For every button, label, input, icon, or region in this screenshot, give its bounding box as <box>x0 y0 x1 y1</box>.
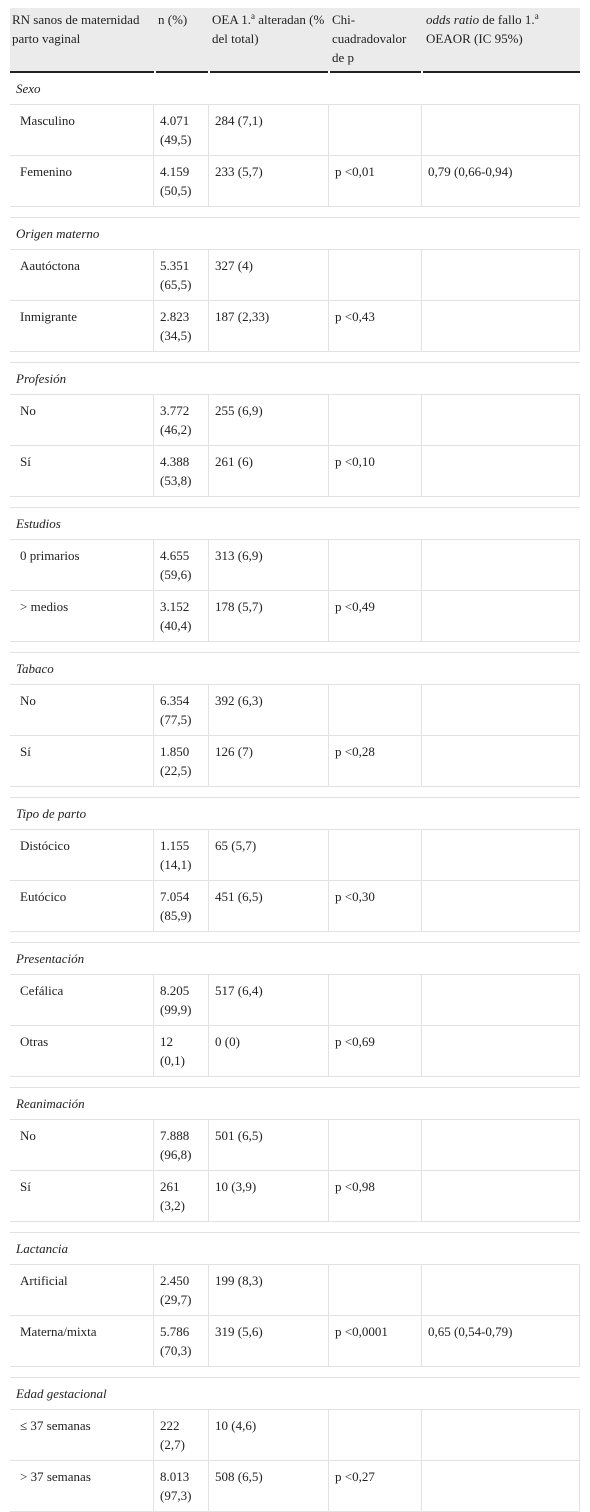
p-value-cell: p <0,10 <box>329 446 422 496</box>
n-value: 5.786 <box>160 1324 190 1339</box>
table-row <box>10 301 580 352</box>
row-label: Femenino <box>10 156 154 206</box>
odds-ratio-cell: 0,79 (0,66-0,94) <box>422 156 580 206</box>
row-label: ≤ 37 semanas <box>10 1410 154 1460</box>
p-value-cell: p <0,01 <box>329 156 422 206</box>
p-value-cell <box>329 830 422 880</box>
category-heading: Reanimación <box>10 1088 580 1120</box>
p-value-cell: p <0,98 <box>329 1171 422 1221</box>
odds-ratio-cell <box>422 881 580 931</box>
oea-cell: 187 (2,33) <box>209 301 329 351</box>
row-label: 0 primarios <box>10 540 154 590</box>
row-label: Sí <box>10 1171 154 1221</box>
odds-ratio-cell <box>422 736 580 786</box>
p-value-cell <box>329 1265 422 1315</box>
n-percent-cell <box>154 736 209 786</box>
row-label: No <box>10 395 154 445</box>
n-percent-cell <box>154 301 209 351</box>
n-percent-cell <box>154 540 209 590</box>
n-percent-cell <box>154 1026 209 1076</box>
odds-ratio-cell <box>422 105 580 155</box>
n-value: 7.888 <box>160 1128 190 1143</box>
odds-ratio-cell <box>422 395 580 445</box>
n-value: 2.823 <box>160 309 190 324</box>
odds-ratio-cell <box>422 975 580 1025</box>
n-value: 3.152 <box>160 599 190 614</box>
category-heading: Lactancia <box>10 1233 580 1265</box>
percent-value: (59,6) <box>160 567 192 582</box>
row-label: No <box>10 685 154 735</box>
n-percent-cell <box>154 250 209 300</box>
n-percent-cell <box>154 1171 209 1221</box>
percent-value: (77,5) <box>160 712 192 727</box>
n-value: 6.354 <box>160 693 190 708</box>
odds-ratio-cell <box>422 301 580 351</box>
p-value-cell <box>329 1410 422 1460</box>
row-label: Inmigrante <box>10 301 154 351</box>
oea-cell: 255 (6,9) <box>209 395 329 445</box>
oea-cell: 261 (6) <box>209 446 329 496</box>
n-value: 12 <box>160 1034 173 1049</box>
table-row <box>10 736 580 787</box>
n-percent-cell <box>154 1265 209 1315</box>
odds-ratio-cell <box>422 1461 580 1511</box>
row-label: Distócico <box>10 830 154 880</box>
oea-cell: 0 (0) <box>209 1026 329 1076</box>
n-percent-cell <box>154 1461 209 1511</box>
table-row <box>10 1120 580 1171</box>
percent-value: (3,2) <box>160 1198 185 1213</box>
p-value-cell <box>329 395 422 445</box>
group-separator <box>10 1222 580 1233</box>
p-value-cell: p <0,49 <box>329 591 422 641</box>
header-population: RN sanos de maternidad parto vaginal <box>12 12 140 46</box>
table-row <box>10 1316 580 1367</box>
table-row <box>10 1265 580 1316</box>
oea-cell: 233 (5,7) <box>209 156 329 206</box>
category-heading: Estudios <box>10 508 580 540</box>
n-value: 8.013 <box>160 1469 190 1484</box>
oea-cell: 65 (5,7) <box>209 830 329 880</box>
odds-ratio-cell <box>422 1120 580 1170</box>
table-body <box>10 73 580 1512</box>
oea-cell: 517 (6,4) <box>209 975 329 1025</box>
n-percent-cell <box>154 1410 209 1460</box>
percent-value: (99,9) <box>160 1002 192 1017</box>
percent-value: (29,7) <box>160 1292 192 1307</box>
header-n-percent: n (%) <box>158 12 188 27</box>
n-value: 3.772 <box>160 403 190 418</box>
n-percent-cell <box>154 830 209 880</box>
group-separator <box>10 642 580 653</box>
n-value: 4.388 <box>160 454 190 469</box>
percent-value: (34,5) <box>160 328 192 343</box>
n-percent-cell <box>154 156 209 206</box>
table-row <box>10 881 580 932</box>
category-heading: Edad gestacional <box>10 1378 580 1410</box>
n-value: 5.351 <box>160 258 190 273</box>
n-value: 222 <box>160 1418 180 1433</box>
p-value-cell: p <0,0001 <box>329 1316 422 1366</box>
group-separator <box>10 787 580 798</box>
category-heading: Tipo de parto <box>10 798 580 830</box>
table-row <box>10 105 580 156</box>
n-value: 261 <box>160 1179 180 1194</box>
p-value-cell: p <0,69 <box>329 1026 422 1076</box>
header-oea-altered: OEA 1.$^a$ alteradan (% del total) <box>212 11 325 46</box>
results-table <box>10 8 580 1512</box>
n-value: 1.850 <box>160 744 190 759</box>
header-odds-ratio: odds ratio de fallo 1.$^a$ OEAOR (IC 95%) <box>426 11 539 46</box>
percent-value: (65,5) <box>160 277 192 292</box>
table-row <box>10 446 580 497</box>
percent-value: (0,1) <box>160 1053 185 1068</box>
group-separator <box>10 932 580 943</box>
n-value: 1.155 <box>160 838 190 853</box>
group-separator <box>10 1077 580 1088</box>
p-value-cell: p <0,30 <box>329 881 422 931</box>
table-row <box>10 395 580 446</box>
odds-ratio-cell <box>422 591 580 641</box>
row-label: > medios <box>10 591 154 641</box>
group-separator <box>10 352 580 363</box>
n-percent-cell <box>154 685 209 735</box>
row-label: Sí <box>10 446 154 496</box>
p-value-cell <box>329 250 422 300</box>
oea-cell: 199 (8,3) <box>209 1265 329 1315</box>
table-row <box>10 1026 580 1077</box>
percent-value: (70,3) <box>160 1343 192 1358</box>
table-row <box>10 591 580 642</box>
category-heading: Sexo <box>10 73 580 105</box>
oea-cell: 319 (5,6) <box>209 1316 329 1366</box>
n-percent-cell <box>154 395 209 445</box>
oea-cell: 508 (6,5) <box>209 1461 329 1511</box>
category-heading: Origen materno <box>10 218 580 250</box>
odds-ratio-cell <box>422 250 580 300</box>
table-row <box>10 250 580 301</box>
oea-cell: 501 (6,5) <box>209 1120 329 1170</box>
p-value-cell: p <0,27 <box>329 1461 422 1511</box>
oea-cell: 327 (4) <box>209 250 329 300</box>
p-value-cell <box>329 105 422 155</box>
row-label: Artificial <box>10 1265 154 1315</box>
group-separator <box>10 497 580 508</box>
percent-value: (85,9) <box>160 908 192 923</box>
row-label: Materna/mixta <box>10 1316 154 1366</box>
oea-cell: 313 (6,9) <box>209 540 329 590</box>
oea-cell: 451 (6,5) <box>209 881 329 931</box>
n-percent-cell <box>154 975 209 1025</box>
oea-cell: 10 (3,9) <box>209 1171 329 1221</box>
n-percent-cell <box>154 1316 209 1366</box>
table-row <box>10 975 580 1026</box>
n-value: 7.054 <box>160 889 190 904</box>
percent-value: (22,5) <box>160 763 192 778</box>
table-row <box>10 540 580 591</box>
percent-value: (40,4) <box>160 618 192 633</box>
p-value-cell: p <0,43 <box>329 301 422 351</box>
n-percent-cell <box>154 446 209 496</box>
percent-value: (53,8) <box>160 473 192 488</box>
p-value-cell <box>329 685 422 735</box>
p-value-cell <box>329 975 422 1025</box>
p-value-cell: p <0,28 <box>329 736 422 786</box>
n-percent-cell <box>154 105 209 155</box>
n-value: 4.071 <box>160 113 190 128</box>
odds-ratio-cell <box>422 1410 580 1460</box>
odds-ratio-cell: 0,65 (0,54-0,79) <box>422 1316 580 1366</box>
odds-ratio-cell <box>422 1171 580 1221</box>
odds-ratio-cell <box>422 685 580 735</box>
category-heading: Profesión <box>10 363 580 395</box>
percent-value: (49,5) <box>160 132 192 147</box>
n-value: 2.450 <box>160 1273 190 1288</box>
odds-ratio-cell <box>422 540 580 590</box>
n-percent-cell <box>154 1120 209 1170</box>
n-value: 4.655 <box>160 548 190 563</box>
percent-value: (50,5) <box>160 183 192 198</box>
percent-value: (96,8) <box>160 1147 192 1162</box>
n-percent-cell <box>154 591 209 641</box>
p-value-cell <box>329 1120 422 1170</box>
row-label: Cefálica <box>10 975 154 1025</box>
n-value: 4.159 <box>160 164 190 179</box>
row-label: > 37 semanas <box>10 1461 154 1511</box>
table-row <box>10 156 580 207</box>
row-label: Sí <box>10 736 154 786</box>
group-separator <box>10 207 580 218</box>
row-label: Aautóctona <box>10 250 154 300</box>
percent-value: (14,1) <box>160 857 192 872</box>
oea-cell: 178 (5,7) <box>209 591 329 641</box>
table-row <box>10 1461 580 1512</box>
row-label: Masculino <box>10 105 154 155</box>
n-percent-cell <box>154 881 209 931</box>
percent-value: (46,2) <box>160 422 192 437</box>
percent-value: (2,7) <box>160 1437 185 1452</box>
category-heading: Presentación <box>10 943 580 975</box>
table-row <box>10 830 580 881</box>
odds-ratio-cell <box>422 830 580 880</box>
table-row <box>10 1171 580 1222</box>
oea-cell: 284 (7,1) <box>209 105 329 155</box>
category-heading: Tabaco <box>10 653 580 685</box>
table-row <box>10 685 580 736</box>
oea-cell: 10 (4,6) <box>209 1410 329 1460</box>
oea-cell: 126 (7) <box>209 736 329 786</box>
row-label: No <box>10 1120 154 1170</box>
p-value-cell <box>329 540 422 590</box>
n-value: 8.205 <box>160 983 190 998</box>
row-label: Eutócico <box>10 881 154 931</box>
oea-cell: 392 (6,3) <box>209 685 329 735</box>
odds-ratio-cell <box>422 1265 580 1315</box>
row-label: Otras <box>10 1026 154 1076</box>
odds-ratio-cell <box>422 1026 580 1076</box>
table-row <box>10 1410 580 1461</box>
table-header <box>10 8 580 73</box>
group-separator <box>10 1367 580 1378</box>
odds-ratio-cell <box>422 446 580 496</box>
percent-value: (97,3) <box>160 1488 192 1503</box>
header-chi-square: Chi-cuadradovalor de p <box>332 12 407 65</box>
